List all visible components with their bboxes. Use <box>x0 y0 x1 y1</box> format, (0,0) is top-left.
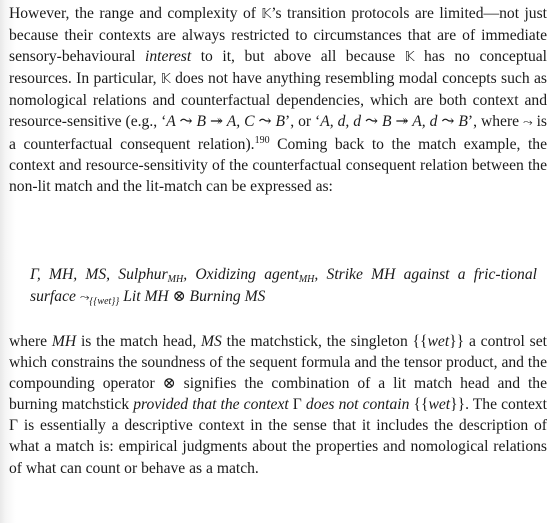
text-run: the matchstick, the singleton <box>221 333 413 350</box>
tensor-symbol: ⊗ <box>162 375 176 393</box>
text-run: ’s transition protocols are limited—not just because their contexts are always restricted to circumstances that are of immediate sensory-behavioural <box>9 5 547 66</box>
formula-run: , Strike MH against a fric-tional surface <box>30 266 537 305</box>
counterfactual-arrow-symbol: ⤳ <box>523 115 533 130</box>
formula-example-1: A ⤳ B ↠ A, C ⤳ B <box>166 113 286 131</box>
text-run: ’, where <box>467 113 524 131</box>
blackboard-k-symbol: 𝕂 <box>160 72 171 88</box>
paragraph-explanation <box>9 331 547 479</box>
text-run: a control set which constrains the soundness of the sequent formula and the tensor product, and the compounding operator <box>9 333 547 393</box>
text-run: }} <box>449 333 465 350</box>
subscript-mh: MH <box>298 274 315 285</box>
emphasis-provided-that: provided that the context <box>133 396 289 414</box>
text-run: has no conceptual resources. In particular, <box>9 48 547 88</box>
text-run: }}. The context Γ is essentially a descriptive context in the sense that it includes the description of what a match is: empirical judgments about the properties and nomological relations of what can count or behave as a match. <box>9 396 547 477</box>
text-run: does not have anything resembling modal concepts such as nomological relations and counterfactual dependencies, which are both context and resource-sensitive (e.g., ‘ <box>9 70 548 131</box>
text-run: {{ <box>409 396 429 414</box>
formula-run: Lit MH ⊗ Burning MS <box>119 287 266 305</box>
subscript-control-set-wet: {{wet}} <box>89 295 120 307</box>
emphasis-interest: interest <box>144 48 192 66</box>
formula-run: Γ, MH, MS, Sulphur <box>30 266 168 283</box>
term-wet: wet <box>427 333 450 350</box>
text-run: Coming back to the match example, the context and resource-sensitivity of the counterfactual consequent relation between the non-lit match and the lit-match can be expressed as: <box>9 135 547 195</box>
text-run: to it, but above all because <box>191 48 405 66</box>
term-ms: MS <box>201 333 222 350</box>
sequent-formula <box>30 264 537 308</box>
footnote-reference-190[interactable]: 190 <box>254 134 270 146</box>
counterfactual-arrow-symbol: ⤳ <box>79 289 90 304</box>
text-run: is a counterfactual consequent relation). <box>9 113 547 153</box>
emphasis-does-not-contain: does not contain <box>305 396 410 414</box>
paragraph-transition-protocols <box>9 3 547 197</box>
text-run: ’, or ‘ <box>285 113 321 131</box>
term-mh: MH <box>51 333 77 350</box>
term-wet: wet <box>428 396 451 414</box>
formula-example-2: A, d, d ⤳ B ↠ A, d ⤳ B <box>320 113 468 131</box>
text-run: However, the range and complexity of <box>9 5 262 22</box>
subscript-mh: MH <box>167 274 184 285</box>
text-run: {{ <box>412 333 428 350</box>
text-run: is the match head, <box>76 333 202 350</box>
text-run: Γ <box>288 396 306 414</box>
text-run: signifies the combination of a lit match head and the burning matchstick <box>9 375 547 414</box>
blackboard-k-symbol: 𝕂 <box>404 50 415 66</box>
formula-run: , Oxidizing agent <box>183 266 299 283</box>
text-run: where <box>9 333 52 350</box>
blackboard-k-symbol: 𝕂 <box>261 7 272 22</box>
